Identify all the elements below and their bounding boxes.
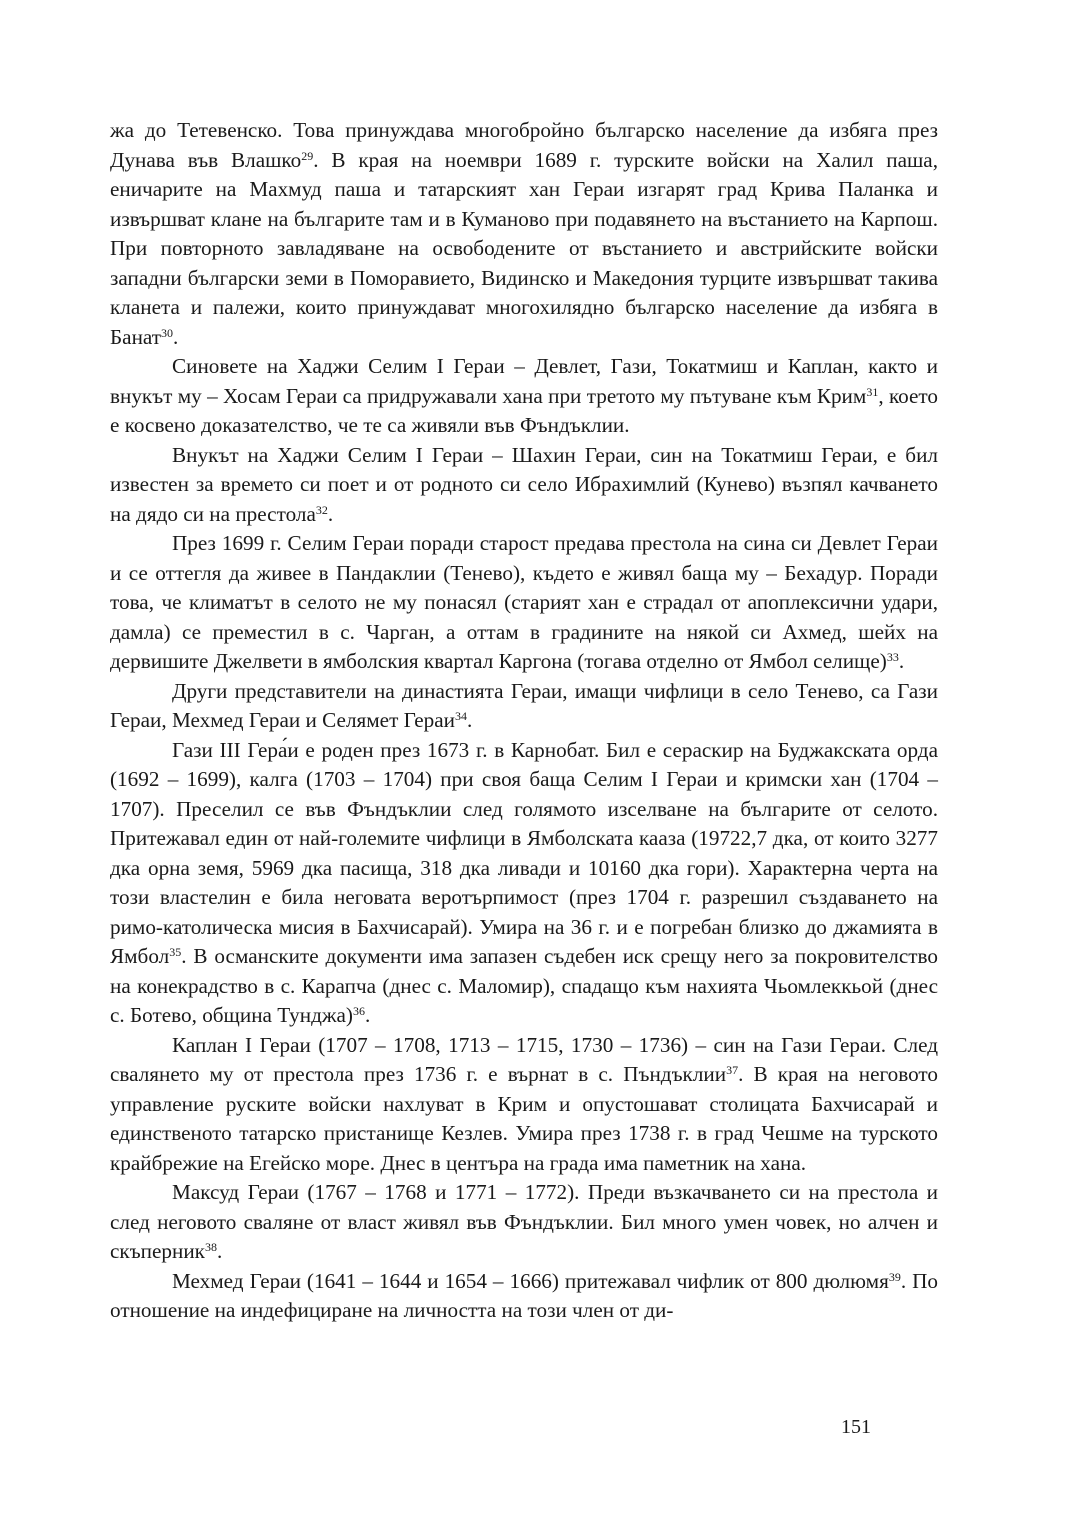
footnote-ref: 39 xyxy=(888,1269,901,1284)
paragraph-text: . В османските документи има запазен съдебен иск срещу него за покровителство на конекрадство в с. Карапча (днес с. Маломир), спадащо към нахията Чьомлеккьой (днес с. Ботево, община Тунджа) xyxy=(110,944,938,1027)
paragraph xyxy=(110,1178,938,1267)
paragraph xyxy=(110,736,938,1031)
paragraph-text: Внукът на Хаджи Селим I Гераи – Шахин Гераи, син на Токатмиш Гераи, е бил известен за времето си поет и от родното си село Ибрахимлий (Кунево) възпял качването на дядо си на престола xyxy=(110,442,938,526)
paragraph-text: . xyxy=(173,324,179,349)
footnote-ref: 37 xyxy=(726,1063,739,1077)
paragraph-text: , което е косвено доказателство, че те са живяли във Фъндъклии. xyxy=(110,383,938,437)
paragraph xyxy=(110,1267,938,1326)
paragraph-text: . По отношение на индефициране на личността на този член от ди- xyxy=(110,1268,938,1322)
footnote-ref: 30 xyxy=(161,325,174,340)
paragraph-text: Гази III Гера́и е роден през 1673 г. в Карнобат. Бил е сераскир на Буджакската орда (1692 – 1699), калга (1703 – 1704) при своя баща Селим I Гераи и кримски хан (1704 – 1707). Преселил се във Фъндъклии след голямото изселване на българите от селото. Притежавал един от най-големите чифлици в Ямболската кааза (19722,7 дка, от които 3277 дка орна земя, 5969 дка пасища, 318 дка ливади и 10160 дка гори). Характерна черта на този властелин е била неговата веротърпимост (през 1704 г. разрешил създаването на римо-католическа мисия в Бахчисарай). Умира на 36 г. и е погребан близко до джамията в Ямбол xyxy=(110,737,938,968)
paragraph-text: . xyxy=(327,501,334,526)
paragraph-text: Други представители на династията Гераи, имащи чифлици в село Тенево, са Гази Гераи, Мехмед Гераи и Селямет Гераи xyxy=(110,678,938,732)
page-number: 151 xyxy=(841,1416,871,1438)
paragraph-text: Каплан I Гераи (1707 – 1708, 1713 – 1715, 1730 – 1736) – син на Гази Гераи. След свалянето му от престола през 1736 г. е върнат в с. Пъндъклии xyxy=(110,1032,938,1086)
footnote-ref: 31 xyxy=(866,384,879,399)
paragraph-text: . xyxy=(216,1239,223,1263)
paragraph xyxy=(110,116,938,352)
paragraph xyxy=(110,1031,938,1179)
paragraph xyxy=(110,677,938,736)
paragraph-text: . xyxy=(364,1003,371,1027)
footnote-ref: 29 xyxy=(301,148,314,163)
paragraph-text: жа до Тетевенско. Това принуждава многобройно българско население да избяга през Дунава във Влашко xyxy=(110,118,938,172)
paragraph-text: . В края на неговото управление руските войски нахлуват в Крим и опустошават столицата Бахчисарай и единственото татарско пристанище Кезлев. Умира през 1738 г. в град Чешме на турското крайбрежие на Егейско море. Днес в центъра на града има паметник на хана. xyxy=(110,1062,938,1175)
paragraph-text: През 1699 г. Селим Гераи поради старост предава престола на сина си Девлет Гераи и се оттегля да живее в Пандаклии (Тенево), където е живял баща му – Бехадур. Поради това, че климатът в селото не му понасял (старият хан е страдал от апоплексични удари, дамла) се преместил в с. Чарган, а оттам в градините на някой си Ахмед, шейх на дервишите Джелвети в ямболския квартал Каргона (тогава отделно от Ямбол селище) xyxy=(110,531,938,673)
paragraph-text: . xyxy=(467,708,473,732)
paragraph-text: . xyxy=(898,649,905,673)
body-text xyxy=(110,116,938,1326)
paragraph-text: Синовете на Хаджи Селим I Гераи – Девлет, Гази, Токатмиш и Каплан, както и внукът му – Хосам Гераи са придружавали хана при третото му пътуване към Крим xyxy=(110,354,938,408)
paragraph xyxy=(110,529,938,677)
paragraph-text: Мехмед Гераи (1641 – 1644 и 1654 – 1666) притежавал чифлик от 800 дюлюмя xyxy=(172,1268,889,1293)
footnote-ref: 35 xyxy=(169,945,182,959)
paragraph-text: Максуд Гераи (1767 – 1768 и 1771 – 1772). Преди възкачването си на престола и след неговото сваляне от власт живял във Фъндъклии. Бил много умен човек, но алчен и скъперник xyxy=(110,1180,938,1263)
footnote-ref: 36 xyxy=(352,1004,365,1018)
paragraph-text: . В края на ноември 1689 г. турските войски на Халил паша, еничарите на Махмуд паша и татарският хан Гераи изгарят град Крива Паланка и извършват клане на българите там и в Куманово при подавянето на въстанието на Карпош. При повторното завладяване на освободените от въстанието и австрийските войски западни български земи в Поморавието, Видинско и Македония турците извършват такива кланета и палежи, които принуждават многохилядно българско население да избяга в Банат xyxy=(110,147,938,349)
footnote-ref: 38 xyxy=(204,1240,217,1254)
footnote-ref: 34 xyxy=(455,709,468,723)
paragraph xyxy=(110,441,938,530)
footnote-ref: 33 xyxy=(886,650,899,664)
paragraph xyxy=(110,352,938,441)
footnote-ref: 32 xyxy=(315,502,328,517)
